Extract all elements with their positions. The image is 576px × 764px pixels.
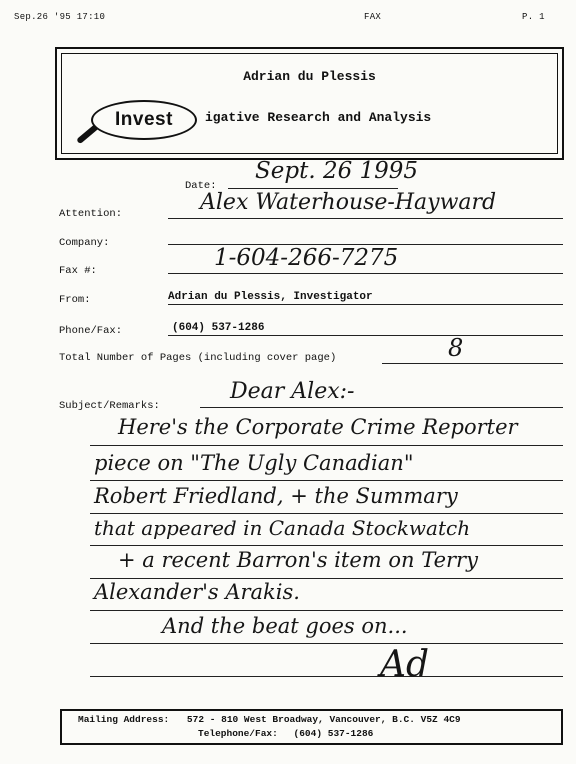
remark-line-6: Alexander's Arakis. [94, 580, 300, 604]
fax-number-label: Fax #: [59, 265, 97, 277]
date-label: Date: [185, 180, 217, 192]
attention-value: Alex Waterhouse-Hayward [200, 190, 497, 215]
phone-fax-rule [168, 335, 563, 336]
remark-rule-6 [90, 610, 563, 611]
remark-line-2: piece on "The Ugly Canadian" [94, 451, 414, 475]
from-value: Adrian du Plessis, Investigator [168, 291, 373, 303]
footer-telephone [198, 728, 373, 739]
remark-line-3: Robert Friedland, + the Summary [94, 484, 458, 508]
signature: Ad [380, 644, 430, 685]
mailing-address [78, 714, 461, 725]
from-rule [168, 304, 563, 305]
subject-label: Subject/Remarks: [59, 400, 160, 412]
remark-rule-4 [90, 545, 563, 546]
date-value: Sept. 26 1995 [255, 158, 419, 184]
subject-rule [200, 407, 563, 408]
total-pages-label: Total Number of Pages (including cover page) [59, 352, 337, 364]
attention-rule [168, 218, 563, 219]
remark-rule-3 [90, 513, 563, 514]
remark-rule-5 [90, 578, 563, 579]
total-pages-rule [382, 363, 563, 364]
footer-box [60, 709, 563, 745]
remark-rule-7 [90, 643, 563, 644]
remark-line-1: Here's the Corporate Crime Reporter [118, 415, 518, 439]
magnifier-logo-icon [91, 100, 197, 140]
remarks-greeting: Dear Alex:- [230, 379, 355, 404]
fax-page-number: P. 1 [522, 12, 545, 22]
fax-type: FAX [364, 12, 382, 22]
fax-timestamp: Sep.26 '95 17:10 [14, 12, 106, 22]
remark-rule-8 [90, 676, 563, 677]
logo-word: Invest [115, 109, 173, 130]
fax-number-rule [168, 273, 563, 274]
phone-fax-label: Phone/Fax: [59, 325, 123, 337]
from-label: From: [59, 294, 91, 306]
telephone-value: (604) 537-1286 [293, 728, 374, 739]
attention-label: Attention: [59, 208, 123, 220]
letterhead-name: Adrian du Plessis [243, 69, 376, 84]
remark-rule-2 [90, 480, 563, 481]
company-label: Company: [59, 237, 110, 249]
remark-line-4: that appeared in Canada Stockwatch [94, 516, 471, 540]
fax-number-value: 1-604-266-7275 [214, 245, 399, 271]
phone-fax-value: (604) 537-1286 [172, 322, 265, 334]
date-rule [228, 188, 398, 189]
mailing-address-label: Mailing Address: [78, 714, 170, 725]
remark-line-7: And the beat goes on... [162, 614, 408, 638]
remark-line-5: + a recent Barron's item on Terry [118, 548, 478, 572]
remark-rule-1 [90, 445, 563, 446]
letterhead-tagline: igative Research and Analysis [205, 110, 432, 125]
telephone-label: Telephone/Fax: [198, 728, 278, 739]
mailing-address-value: 572 - 810 West Broadway, Vancouver, B.C. V5Z 4C9 [186, 714, 461, 725]
total-pages-value: 8 [448, 334, 464, 362]
